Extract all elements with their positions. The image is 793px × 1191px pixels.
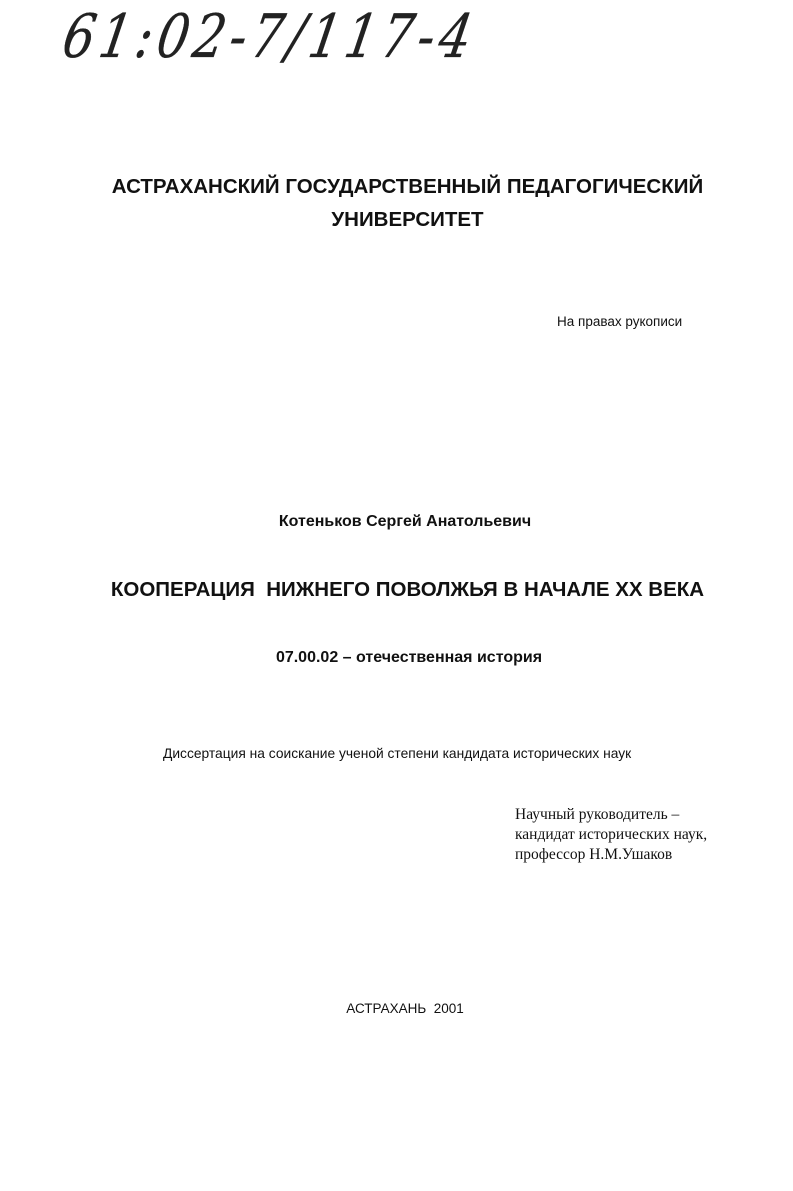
manuscript-rights-note: На правах рукописи [557,314,683,329]
university-name-line2: УНИВЕРСИТЕТ [331,208,484,231]
specialty-code: 07.00.02 – отечественная история [275,649,543,666]
supervisor-line1: Научный руководитель – [515,806,680,823]
supervisor-line3: профессор Н.М.Ушаков [515,846,673,863]
supervisor-line2: кандидат исторических наук, [515,826,708,843]
dissertation-title: КООПЕРАЦИЯ НИЖНЕГО ПОВОЛЖЬЯ В НАЧАЛЕ ХХ ВЕКА [110,578,705,601]
university-name-line1: АСТРАХАНСКИЙ ГОСУДАРСТВЕННЫЙ ПЕДАГОГИЧЕСКИЙ [111,175,704,198]
author-name: Котеньков Сергей Анатольевич [278,513,532,530]
city-year: АСТРАХАНЬ 2001 [346,1001,464,1016]
handwritten-catalog-code: 61:02-7/117-4 [57,2,483,72]
dissertation-degree-note: Диссертация на соискание ученой степени кандидата исторических наук [163,746,632,761]
